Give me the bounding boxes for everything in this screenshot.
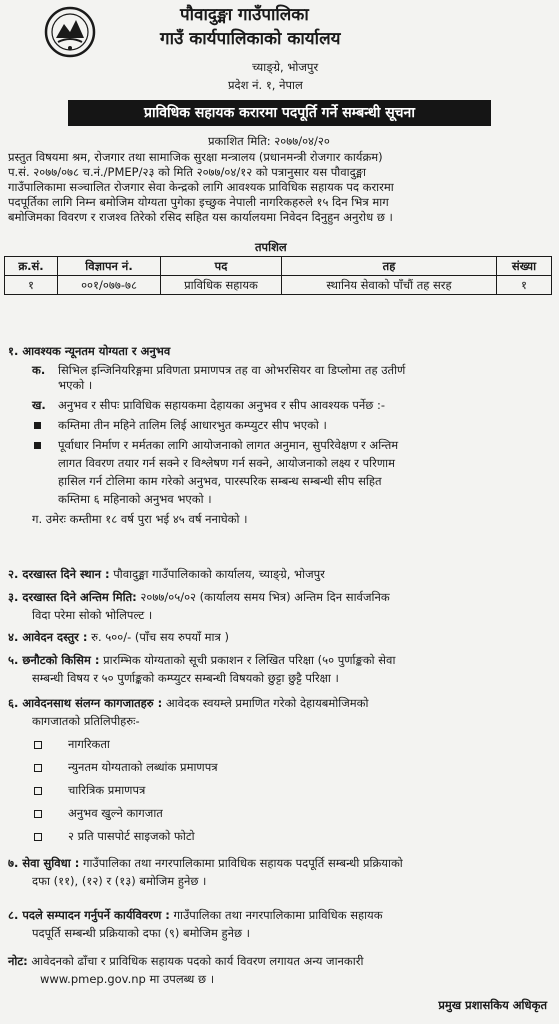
item-text: कम्तिमा तीन महिने तालिम लिई आधारभुत कम्प्युटर सीप भएको । xyxy=(58,418,327,432)
intro-line: प्रस्तुत विषयमा श्रम, रोजगार तथा सामाजिक सुरक्षा मन्त्रालय (प्रधानमन्त्री रोजगार कार्यक्रम) xyxy=(8,150,383,164)
list-item xyxy=(8,363,551,378)
item-text: कम्तिमा ६ महिनाको अनुभव भएको । xyxy=(58,492,212,506)
schedule-title: तपशिल xyxy=(255,240,287,254)
section-text: गाउँपालिका तथा नगरपालिकामा प्राविधिक सहायक पदपूर्ति सम्बन्धी प्रक्रियाको xyxy=(79,856,403,870)
section-application-place xyxy=(8,567,551,582)
list-item xyxy=(8,418,551,433)
item-text: चारित्रिक प्रमाणपत्र xyxy=(68,783,146,797)
section-text: प्रारम्भिक योग्यताको सूची प्रकाशन र लिखित परिक्षा (५० पुर्णाङ्कको सेवा xyxy=(99,653,396,667)
section-heading: २. दरखास्त दिने स्थान : xyxy=(8,567,110,581)
bullet-square-icon xyxy=(34,787,42,795)
item-text: अनुभव खुल्ने कागजात xyxy=(68,806,163,820)
list-item xyxy=(8,456,551,471)
item-text: अनुभव र सीपः प्राविधिक सहायकमा देहायका अनुभव र सीप आवश्यक पर्नेछ :- xyxy=(58,398,386,412)
item-text: नागरिकता xyxy=(68,737,110,751)
section-heading: ४. आवेदन दस्तुर : xyxy=(8,630,88,644)
office-subtitle: गाउँ कार्यपालिकाको कार्यालय xyxy=(160,29,341,49)
section-text: २०७७/०५/०२ (कार्यालय समय भित्र) अन्तिम दिन सार्वजनिक xyxy=(136,590,390,604)
published-date: प्रकाशित मिति: २०७७/०४/२० xyxy=(208,134,330,148)
item-text: न्युनतम योग्यताको लब्धांक प्रमाणपत्र xyxy=(68,760,218,774)
item-text: हासिल गर्न टोलिमा काम गरेको अनुभव, पारस्परिक सम्बन्ध सम्बन्धी सीप सहित xyxy=(58,474,382,488)
list-item xyxy=(8,783,551,798)
list-item xyxy=(8,760,551,775)
intro-line: पदपूर्तिका लागि निम्न बमोजिम योग्यता पुगेका इच्छुक नेपाली नागरिकहरुले १५ दिन भित्र माग xyxy=(8,195,389,209)
table-cell: स्थानिय सेवाको पाँचौं तह सरह xyxy=(282,276,497,295)
table-header-row xyxy=(5,257,552,276)
bullet-square-icon xyxy=(34,810,42,818)
section-heading: ३. दरखास्त दिने अन्तिम मिति: xyxy=(8,590,137,604)
bullet-square-icon xyxy=(34,764,42,772)
item-mark: क. xyxy=(32,363,46,377)
section-text: पौवादुङ्मा गाउँपालिकाको कार्यालय, च्याङ्ग्रे, भोजपुर xyxy=(109,567,325,581)
intro-line: प.सं. २०७७/०७८ च.नं./PMEP/२३ को मिति २०७७/०४/१२ को पत्रानुसार यस पौवादुङ्मा xyxy=(8,165,366,179)
bullet-square-icon xyxy=(34,833,42,841)
section-fee xyxy=(8,630,551,645)
list-item xyxy=(8,378,551,393)
list-item xyxy=(8,806,551,821)
list-item xyxy=(8,438,551,453)
table-header: संख्या xyxy=(497,257,552,276)
list-item xyxy=(8,398,551,413)
section-selection xyxy=(8,653,551,686)
item-mark: ख. xyxy=(32,398,46,412)
section-job-description xyxy=(8,908,551,941)
item-text: लागत विवरण तयार गर्न सक्ने र विश्लेषण गर्न सक्ने, आयोजनाको लक्ष्य र परिणाम xyxy=(58,456,395,470)
address-line-1: च्याङ्ग्रे, भोजपुर xyxy=(252,60,319,74)
bullet-square-icon xyxy=(34,422,41,429)
list-item xyxy=(8,492,551,507)
nepal-emblem-icon xyxy=(44,6,96,58)
list-item xyxy=(8,474,551,489)
list-item xyxy=(8,737,551,752)
section-heading: १. आवश्यक न्यूनतम योग्यता र अनुभव xyxy=(8,344,171,358)
section-qualification xyxy=(8,344,551,527)
item-text: सिभिल इन्जिनियरिङ्गमा प्रविणता प्रमाणपत्र तह वा ओभरसियर वा डिप्लोमा तह उतीर्ण xyxy=(58,363,406,377)
section-text: दफा (११), (१२) र (१३) बमोजिम हुनेछ । xyxy=(32,874,207,888)
list-item xyxy=(8,829,551,844)
item-text: भएको । xyxy=(58,378,93,392)
table-cell: १ xyxy=(497,276,552,295)
section-text: सम्बन्धी विषय र ५० पुर्णाङ्कको कम्प्युटर सम्बन्धी विषयको छुट्टा छुट्टै परिक्षा । xyxy=(32,671,339,685)
section-facilities xyxy=(8,856,551,889)
schedule-table xyxy=(4,256,552,295)
table-cell: प्राविधिक सहायक xyxy=(161,276,282,295)
section-documents xyxy=(8,696,551,844)
note-text: आवेदनको ढाँचा र प्राविधिक सहायक पदको कार्य विवरण लगायत अन्य जानकारी xyxy=(27,954,364,968)
intro-paragraph xyxy=(8,150,551,225)
intro-line: बमोजिमका विवरण र राजश्व तिरेको रसिद सहित यस कार्यालयमा निवेदन दिनुहुन अनुरोध छ । xyxy=(8,210,393,224)
note-website: www.pmep.gov.np मा उपलब्ध छ । xyxy=(40,972,215,986)
table-cell: ००१/०७७-७८ xyxy=(58,276,161,295)
section-deadline xyxy=(8,590,551,623)
section-heading: ८. पदले सम्पादन गर्नुपर्ने कार्यविवरण : xyxy=(8,908,170,922)
section-text: आवेदक स्वयम्ले प्रमाणित गरेको देहायबमोजिमको xyxy=(162,696,369,710)
section-text: विदा परेमा सोको भोलिपल्ट । xyxy=(32,608,153,622)
table-header: पद xyxy=(161,257,282,276)
intro-line: गाउँपालिकामा सञ्चालित रोजगार सेवा केन्द्रको लागि आवश्यक प्राविधिक सहायक पद करारमा xyxy=(8,180,394,194)
section-text: पदपूर्ति सम्बन्धी प्रक्रियाको दफा (९) बमोजिम हुनेछ । xyxy=(32,926,251,940)
section-text: कागजातको प्रतिलिपीहरुः- xyxy=(32,714,140,728)
section-text: रु. ५००/- (पाँच सय रुपयाँ मात्र ) xyxy=(87,630,230,644)
table-row xyxy=(5,276,552,295)
table-header: तह xyxy=(282,257,497,276)
section-note xyxy=(8,954,551,987)
signature: प्रमुख प्रशासकिय अधिकृत xyxy=(438,998,547,1012)
section-heading: ५. छनौटको किसिम : xyxy=(8,653,100,667)
bullet-square-icon xyxy=(34,442,41,449)
office-name: पौवादुङ्मा गाउँपालिका xyxy=(180,5,309,25)
table-header: क्र.सं. xyxy=(5,257,58,276)
section-heading: ७. सेवा सुविधा : xyxy=(8,856,80,870)
bullet-square-icon xyxy=(34,741,42,749)
section-text: गाउँपालिका तथा नगरपालिकामा प्राविधिक सहायक xyxy=(169,908,383,922)
note-heading: नोट: xyxy=(8,954,28,968)
section-heading: ६. आवेदनसाथ संलग्न कागजातहरु : xyxy=(8,696,163,710)
item-text: २ प्रति पासपोर्ट साइजको फोटो xyxy=(68,829,195,843)
table-header: विज्ञापन नं. xyxy=(58,257,161,276)
address-line-2: प्रदेश नं. १, नेपाल xyxy=(228,78,303,92)
list-item xyxy=(8,512,551,527)
table-cell: १ xyxy=(5,276,58,295)
item-text: ग. उमेरः कम्तीमा १८ वर्ष पुरा भई ४५ वर्ष ननाघेको । xyxy=(32,512,248,526)
notice-title: प्राविधिक सहायक करारमा पदपूर्ति गर्ने सम्बन्धी सूचना xyxy=(68,100,491,126)
item-text: पूर्वाधार निर्माण र मर्मतका लागि आयोजनाको लागत अनुमान, सुपरिवेक्षण र अन्तिम xyxy=(58,438,399,452)
